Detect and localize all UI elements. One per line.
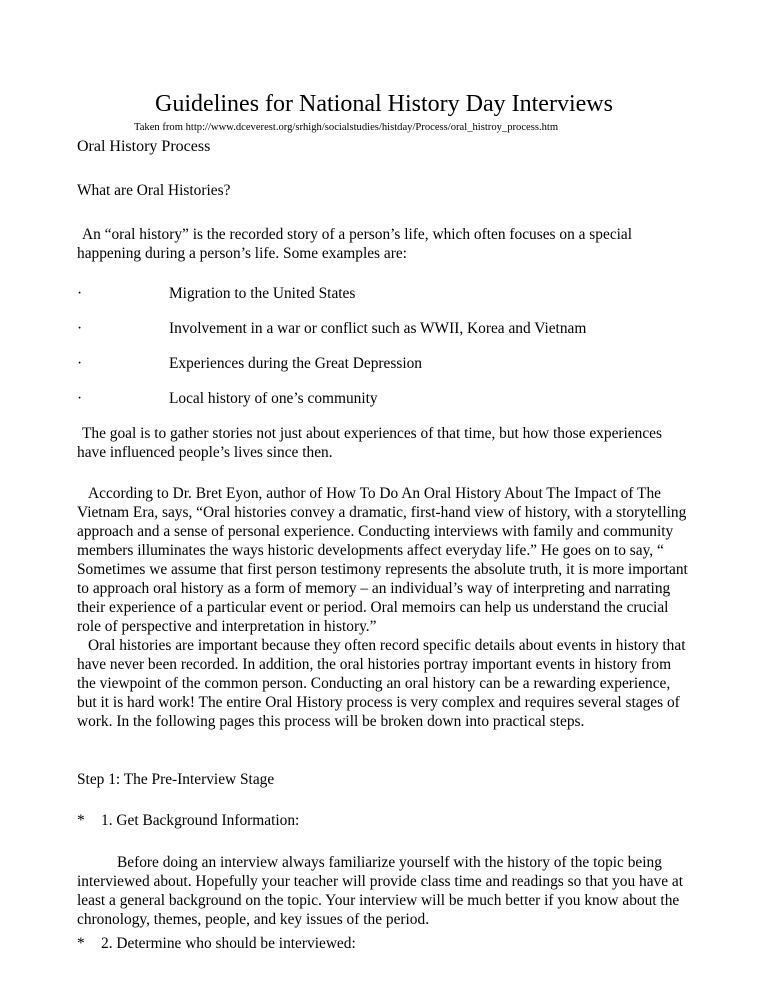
item-heading: 1. Get Background Information: bbox=[101, 812, 300, 829]
list-item bbox=[77, 284, 355, 303]
star-marker: * bbox=[77, 812, 85, 829]
list-item bbox=[77, 389, 378, 408]
item-body-paragraph: Before doing an interview always familiarize yourself with the history of the topic being interviewed about. Hopefully your teacher will provide class time and readings so that you have at least a general background on the topic. Your interview will be much better if you know about the chronology, themes, people, and key issues of the period. bbox=[77, 854, 684, 928]
list-item-text: Migration to the United States bbox=[169, 285, 356, 302]
list-item-text: Experiences during the Great Depression bbox=[169, 355, 422, 372]
bullet-marker: · bbox=[77, 355, 83, 372]
question-heading: What are Oral Histories? bbox=[77, 182, 231, 199]
list-item-text: Local history of one’s community bbox=[169, 390, 378, 407]
importance-paragraph: Oral histories are important because they often record specific details about events in history that have never been recorded. In addition, the oral histories portray important events in history from the viewpoint of the common person. Conducting an oral history can be a rewarding experience, but it is hard work! The entire Oral History process is very complex and requires several stages of work. In the following pages this process will be broken down into practical steps. bbox=[77, 637, 686, 730]
quote-paragraph: According to Dr. Bret Eyon, author of How To Do An Oral History About The Impact of The Vietnam Era, says, “Oral histories convey a dramatic, first-hand view of history, with a storytelling approach and a sense of personal experience. Conducting interviews with family and community members illuminates the ways historic developments affect everyday life.” He goes on to say, “ Sometimes we assume that first person testimony represents the absolute truth, it is more important to approach oral history as a form of memory – an individual’s way of interpreting and narrating their experience of a particular event or period. Oral memoirs can help us understand the crucial role of perspective and interpretation in history.” bbox=[77, 485, 688, 635]
bullet-marker: · bbox=[77, 285, 83, 302]
source-citation: Taken from http://www.dceverest.org/srhigh/socialstudies/histday/Process/oral_histroy_process.htm bbox=[134, 122, 559, 133]
page-title: Guidelines for National History Day Interviews bbox=[155, 91, 613, 117]
goal-paragraph: The goal is to gather stories not just about experiences of that time, but how those experiences have influenced people’s lives since then. bbox=[77, 425, 662, 461]
list-item bbox=[77, 934, 689, 953]
intro-paragraph: An “oral history” is the recorded story of a person’s life, which often focuses on a special happening during a person’s life. Some examples are: bbox=[77, 226, 633, 262]
item-heading: 2. Determine who should be interviewed: bbox=[101, 935, 356, 952]
list-item bbox=[77, 354, 422, 373]
section-heading: Oral History Process bbox=[77, 138, 211, 155]
list-item bbox=[77, 811, 689, 830]
star-marker: * bbox=[77, 935, 85, 952]
step-heading: Step 1: The Pre-Interview Stage bbox=[77, 771, 275, 788]
list-item bbox=[77, 319, 586, 338]
bullet-marker: · bbox=[77, 320, 83, 337]
bullet-marker: · bbox=[77, 390, 83, 407]
list-item-text: Involvement in a war or conflict such as WWII, Korea and Vietnam bbox=[169, 320, 587, 337]
